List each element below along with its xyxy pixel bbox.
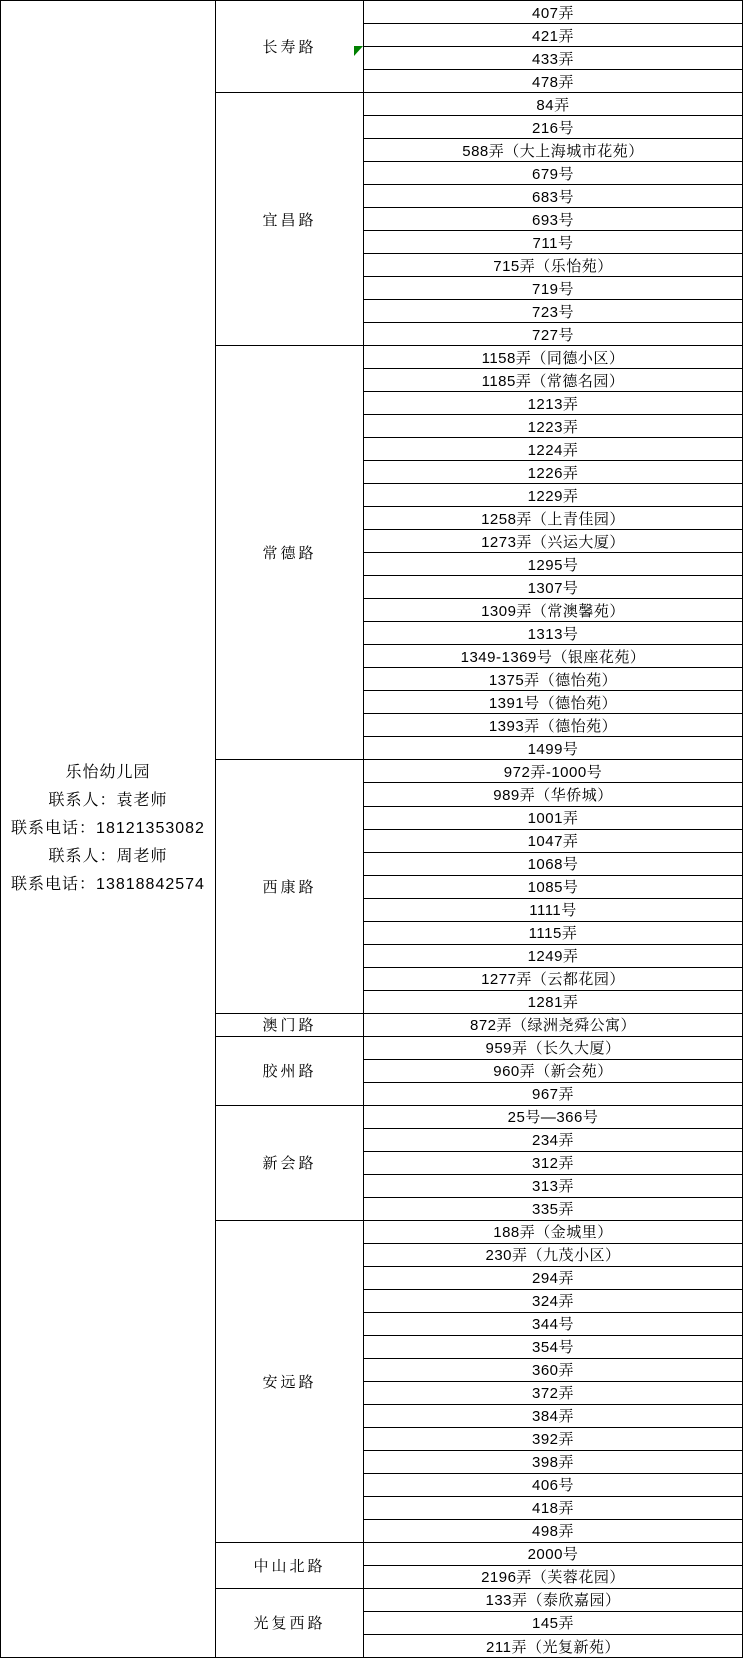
lane-cell[interactable]: 1391号（德怡苑） xyxy=(364,690,742,713)
lane-cell[interactable]: 1295号 xyxy=(364,552,742,575)
street-cell[interactable]: 光复西路 xyxy=(216,1589,364,1657)
lane-cell[interactable]: 335弄 xyxy=(364,1197,742,1220)
lane-cell[interactable]: 1393弄（德怡苑） xyxy=(364,713,742,736)
lane-cell[interactable]: 723号 xyxy=(364,299,742,322)
lane-cell[interactable]: 1223弄 xyxy=(364,414,742,437)
lane-cell[interactable]: 1277弄（云都花园） xyxy=(364,967,742,990)
kindergarten-name: 乐怡幼儿园 xyxy=(65,764,151,781)
lane-cell[interactable]: 967弄 xyxy=(364,1082,742,1105)
street-section xyxy=(216,1,742,92)
lane-cell[interactable]: 188弄（金城里） xyxy=(493,1224,613,1242)
lane-cell[interactable]: 872弄（绿洲尧舜公寓） xyxy=(469,1017,637,1035)
lane-cell[interactable]: 1258弄（上青佳园） xyxy=(364,506,742,529)
lane-cell[interactable]: 1313号 xyxy=(364,621,742,644)
lane-cell[interactable]: 421弄 xyxy=(364,23,742,46)
street-cell[interactable]: 新会路 xyxy=(216,1106,364,1220)
lane-cell[interactable]: 344号 xyxy=(364,1312,742,1335)
lane-cell[interactable]: 683号 xyxy=(364,184,742,207)
street-cell[interactable]: 澳门路 xyxy=(216,1014,364,1036)
lane-cell[interactable]: 478弄 xyxy=(364,69,742,92)
lane-cell[interactable]: 1085号 xyxy=(364,875,742,898)
lane-cell[interactable]: 711号 xyxy=(364,230,742,253)
contact-info-cell[interactable] xyxy=(1,1,216,1657)
lane-cell[interactable]: 406号 xyxy=(364,1473,742,1496)
street-cell[interactable]: 西康路 xyxy=(216,760,364,1012)
street-section xyxy=(216,1588,742,1657)
lane-list xyxy=(364,1221,742,1542)
contact-line: 联系人：周老师 xyxy=(48,848,168,865)
lane-list xyxy=(364,1589,742,1657)
street-section xyxy=(216,345,742,759)
lane-cell[interactable]: 25号—366号 xyxy=(507,1109,599,1127)
lane-list xyxy=(364,1106,742,1220)
lane-list xyxy=(364,346,742,759)
lane-cell[interactable]: 84弄 xyxy=(536,96,570,114)
lane-cell[interactable]: 989弄（华侨城） xyxy=(364,782,742,805)
lane-cell[interactable]: 418弄 xyxy=(364,1496,742,1519)
lane-list xyxy=(364,1014,742,1036)
lane-cell[interactable]: 1249弄 xyxy=(364,944,742,967)
street-cell[interactable]: 胶州路 xyxy=(216,1037,364,1105)
lane-cell[interactable]: 1158弄（同德小区） xyxy=(481,349,625,367)
lane-cell[interactable]: 312弄 xyxy=(364,1151,742,1174)
lane-cell[interactable]: 407弄 xyxy=(531,4,575,22)
lane-cell[interactable]: 433弄 xyxy=(364,46,742,69)
lane-cell[interactable]: 1224弄 xyxy=(364,437,742,460)
street-section xyxy=(216,1036,742,1105)
lane-cell[interactable]: 230弄（九茂小区） xyxy=(364,1243,742,1266)
contact-line: 联系电话：13818842574 xyxy=(11,876,205,893)
lane-cell[interactable]: 1273弄（兴运大厦） xyxy=(364,529,742,552)
lane-cell[interactable]: 354号 xyxy=(364,1335,742,1358)
street-cell[interactable]: 安远路 xyxy=(216,1221,364,1542)
lane-cell[interactable]: 1111号 xyxy=(364,898,742,921)
lane-cell[interactable]: 1001弄 xyxy=(364,806,742,829)
lane-cell[interactable]: 1307号 xyxy=(364,575,742,598)
lane-cell[interactable]: 211弄（光复新苑） xyxy=(364,1634,742,1657)
lane-cell[interactable]: 693号 xyxy=(364,207,742,230)
lane-cell[interactable]: 715弄（乐怡苑） xyxy=(364,253,742,276)
lane-cell[interactable]: 384弄 xyxy=(364,1404,742,1427)
lane-cell[interactable]: 1229弄 xyxy=(364,483,742,506)
lane-cell[interactable]: 719号 xyxy=(364,276,742,299)
lane-cell[interactable]: 324弄 xyxy=(364,1289,742,1312)
lane-list xyxy=(364,1543,742,1588)
lane-cell[interactable]: 498弄 xyxy=(364,1519,742,1542)
street-section xyxy=(216,759,742,1012)
lane-cell[interactable]: 960弄（新会苑） xyxy=(364,1059,742,1082)
lane-cell[interactable]: 216号 xyxy=(364,115,742,138)
lane-list xyxy=(364,93,742,345)
street-section xyxy=(216,92,742,345)
lane-cell[interactable]: 133弄（泰欣嘉园） xyxy=(485,1592,621,1610)
lane-cell[interactable]: 2000号 xyxy=(527,1546,579,1564)
lane-cell[interactable]: 1047弄 xyxy=(364,829,742,852)
street-sections xyxy=(216,1,742,1657)
street-section xyxy=(216,1105,742,1220)
lane-cell[interactable]: 145弄 xyxy=(364,1611,742,1634)
lane-cell[interactable]: 1499号 xyxy=(364,736,742,759)
lane-cell[interactable]: 294弄 xyxy=(364,1266,742,1289)
lane-cell[interactable]: 1115弄 xyxy=(364,921,742,944)
street-cell[interactable]: 宜昌路 xyxy=(216,93,364,345)
lane-cell[interactable]: 959弄（长久大厦） xyxy=(485,1040,621,1058)
lane-cell[interactable]: 313弄 xyxy=(364,1174,742,1197)
contact-line: 联系人：袁老师 xyxy=(48,792,168,809)
lane-cell[interactable]: 372弄 xyxy=(364,1381,742,1404)
lane-cell[interactable]: 1213弄 xyxy=(364,391,742,414)
lane-cell[interactable]: 360弄 xyxy=(364,1358,742,1381)
lane-cell[interactable]: 1226弄 xyxy=(364,460,742,483)
lane-cell[interactable]: 2196弄（芙蓉花园） xyxy=(364,1565,742,1588)
lane-cell[interactable]: 1309弄（常澳馨苑） xyxy=(364,598,742,621)
street-section xyxy=(216,1542,742,1588)
lane-cell[interactable]: 1185弄（常德名园） xyxy=(364,368,742,391)
lane-list xyxy=(364,1037,742,1105)
lane-cell[interactable]: 972弄-1000号 xyxy=(503,763,603,781)
lane-cell[interactable]: 392弄 xyxy=(364,1427,742,1450)
lane-cell[interactable]: 234弄 xyxy=(364,1128,742,1151)
street-cell[interactable]: 常德路 xyxy=(216,346,364,759)
lane-cell[interactable]: 588弄（大上海城市花苑） xyxy=(364,138,742,161)
lane-cell[interactable]: 679号 xyxy=(364,161,742,184)
lane-list xyxy=(364,1,742,92)
lane-cell[interactable]: 1349-1369号（银座花苑） xyxy=(364,644,742,667)
lane-cell[interactable]: 1068号 xyxy=(364,852,742,875)
lane-list xyxy=(364,760,742,1012)
contact-line: 联系电话：18121353082 xyxy=(11,820,205,837)
lane-cell[interactable]: 1281弄 xyxy=(364,990,742,1013)
street-cell[interactable]: 中山北路 xyxy=(216,1543,364,1588)
street-section xyxy=(216,1013,742,1036)
lane-cell[interactable]: 398弄 xyxy=(364,1450,742,1473)
street-cell[interactable]: 长寿路 xyxy=(216,1,364,92)
lane-cell[interactable]: 727号 xyxy=(364,322,742,345)
lane-cell[interactable]: 1375弄（德怡苑） xyxy=(364,667,742,690)
street-section xyxy=(216,1220,742,1542)
